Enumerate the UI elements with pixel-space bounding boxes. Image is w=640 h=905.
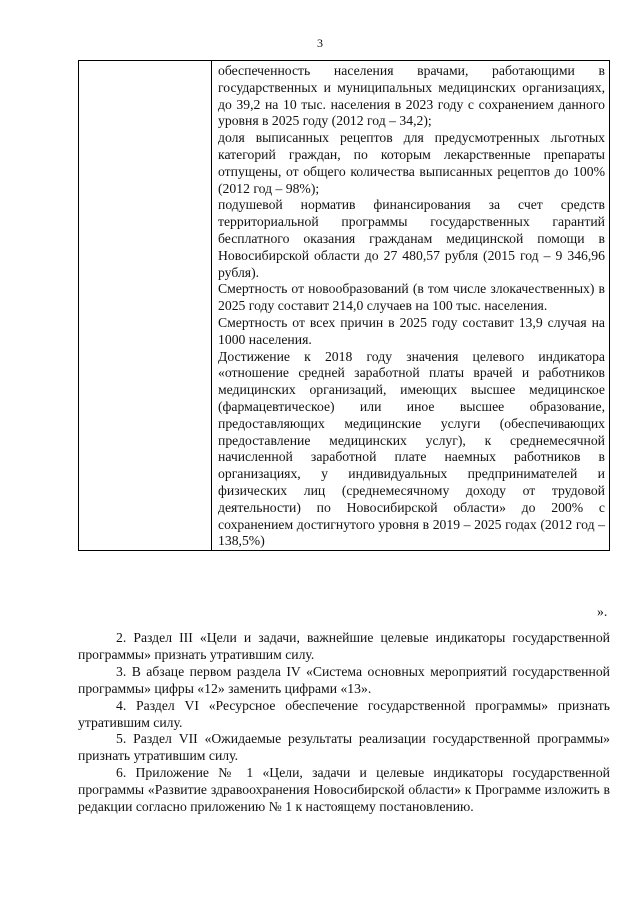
indicator-paragraph: подушевой норматив финансирования за счет средств территориальной программы государственных гарантий бесплатного оказания гражданам медицинской помощи в Новосибирской области до 27 480,57 рубля (2015 год – 9 346,96 рубля).: [218, 197, 605, 280]
body-paragraph: 4. Раздел VI «Ресурсное обеспечение государственной программы» признать утратившим силу.: [78, 697, 610, 730]
indicator-paragraph: обеспеченность населения врачами, работающими в государственных и муниципальных медицинских организациях, до 39,2 на 10 тыс. населения в 2023 году с сохранением данного уровня в 2025 году (2012 год – 34,2);: [218, 63, 605, 129]
indicator-paragraph: Смертность от всех причин в 2025 году составит 13,9 случая на 1000 населения.: [218, 314, 605, 347]
body-paragraph: 2. Раздел III «Цели и задачи, важнейшие целевые индикаторы государственной программы» признать утратившим силу.: [78, 630, 610, 662]
indicator-paragraph: Достижение к 2018 году значения целевого индикатора «отношение средней заработной платы врачей и работников медицинских организаций, имеющих высшее медицинское (фармацевтическое) или иное высшее образование, предоставляющих медицинские услуги (обеспечивающих предоставление медицинских услуг), к среднемесячной начисленной заработной плате наемных работников в организациях, у индивидуальных предпринимателей и физических лиц (среднемесячному доходу от трудовой деятельности) по Новосибирской области» до 200% с сохранением достигнутого уровня в 2019 – 2025 годах (2012 год – 138,5%): [218, 348, 605, 549]
closing-quote-mark: ».: [597, 604, 608, 619]
indicator-paragraph: Смертность от новообразований (в том числе злокачественных) в 2025 году составит 214,0 случаев на 100 тыс. населения.: [218, 281, 605, 314]
table-cell-indicators: [212, 61, 610, 551]
indicator-paragraph: доля выписанных рецептов для предусмотренных льготных категорий граждан, по которым лекарственные препараты отпущены, от общего количества выписанных рецептов до 100% (2012 год – 98%);: [218, 130, 605, 196]
table-cell-empty: [79, 61, 212, 551]
body-text: [78, 630, 610, 816]
table-row: [79, 61, 610, 551]
body-paragraph: 6. Приложение № 1 «Цели, задачи и целевые индикаторы государственной программы «Развитие здравоохранения Новосибирской области» к Программе изложить в редакции согласно приложению № 1 к настоящему постановлению.: [78, 765, 610, 815]
page-number: 3: [317, 36, 323, 50]
continuation-table: [78, 60, 610, 551]
body-paragraph: 3. В абзаце первом раздела IV «Система основных мероприятий государственной программы» цифры «12» заменить цифрами «13».: [78, 663, 610, 696]
body-paragraph: 5. Раздел VII «Ожидаемые результаты реализации государственной программы» признать утратившим силу.: [78, 731, 610, 764]
